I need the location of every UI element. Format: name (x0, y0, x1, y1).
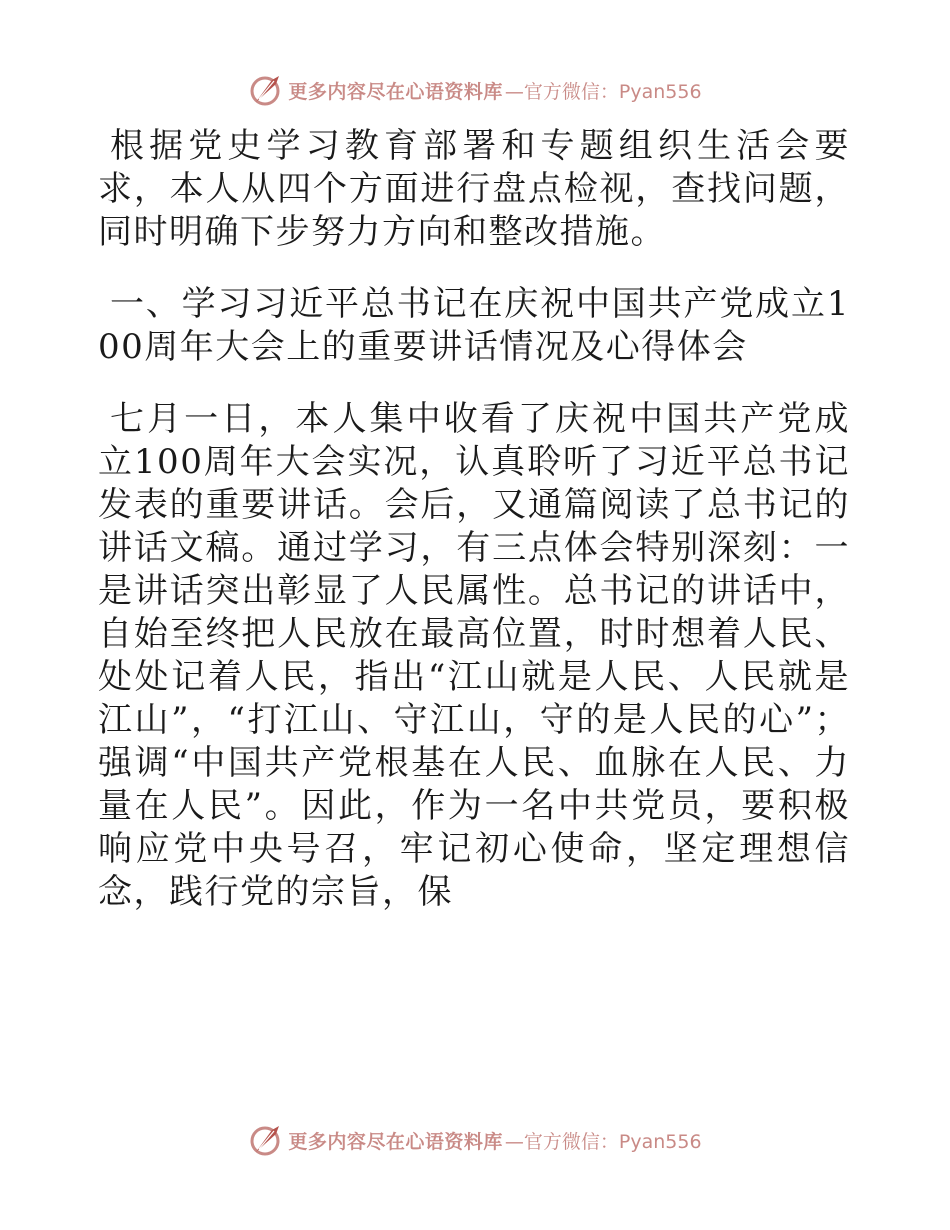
document-body (98, 125, 850, 914)
watermark-wechat-text: —官方微信：Pyan556 (504, 80, 702, 103)
watermark-site-text: 更多内容尽在心语资料库 (288, 80, 503, 103)
paragraph-body: 七月一日，本人集中收看了庆祝中国共产党成立100周年大会实况，认真聆听了习近平总书记发表的重要讲话。会后，又通篇阅读了总书记的讲话文稿。通过学习，有三点体会特别深刻：一是讲话突出彰显了人民属性。总书记的讲话中，自始至终把人民放在最高位置，时时想着人民、处处记着人民，指出“江山就是人民、人民就是江山”，“打江山、守江山，守的是人民的心”；强调“中国共产党根基在人民、血脉在人民、力量在人民”。因此，作为一名中共党员，要积极响应党中央号召，牢记初心使命，坚定理想信念，践行党的宗旨，保 (98, 399, 850, 912)
paragraph-intro: 根据党史学习教育部署和专题组织生活会要求，本人从四个方面进行盘点检视，查找问题，同时明确下步努力方向和整改措施。 (98, 126, 850, 252)
quill-logo-icon (248, 72, 284, 108)
watermark-site-text: 更多内容尽在心语资料库 (288, 1130, 503, 1153)
header-watermark (0, 70, 950, 110)
footer-watermark (0, 1120, 950, 1160)
section-heading: 一、学习习近平总书记在庆祝中国共产党成立100周年大会上的重要讲话情况及心得体会 (98, 284, 850, 367)
quill-logo-icon (248, 1122, 284, 1158)
watermark-wechat-text: —官方微信：Pyan556 (504, 1130, 702, 1153)
